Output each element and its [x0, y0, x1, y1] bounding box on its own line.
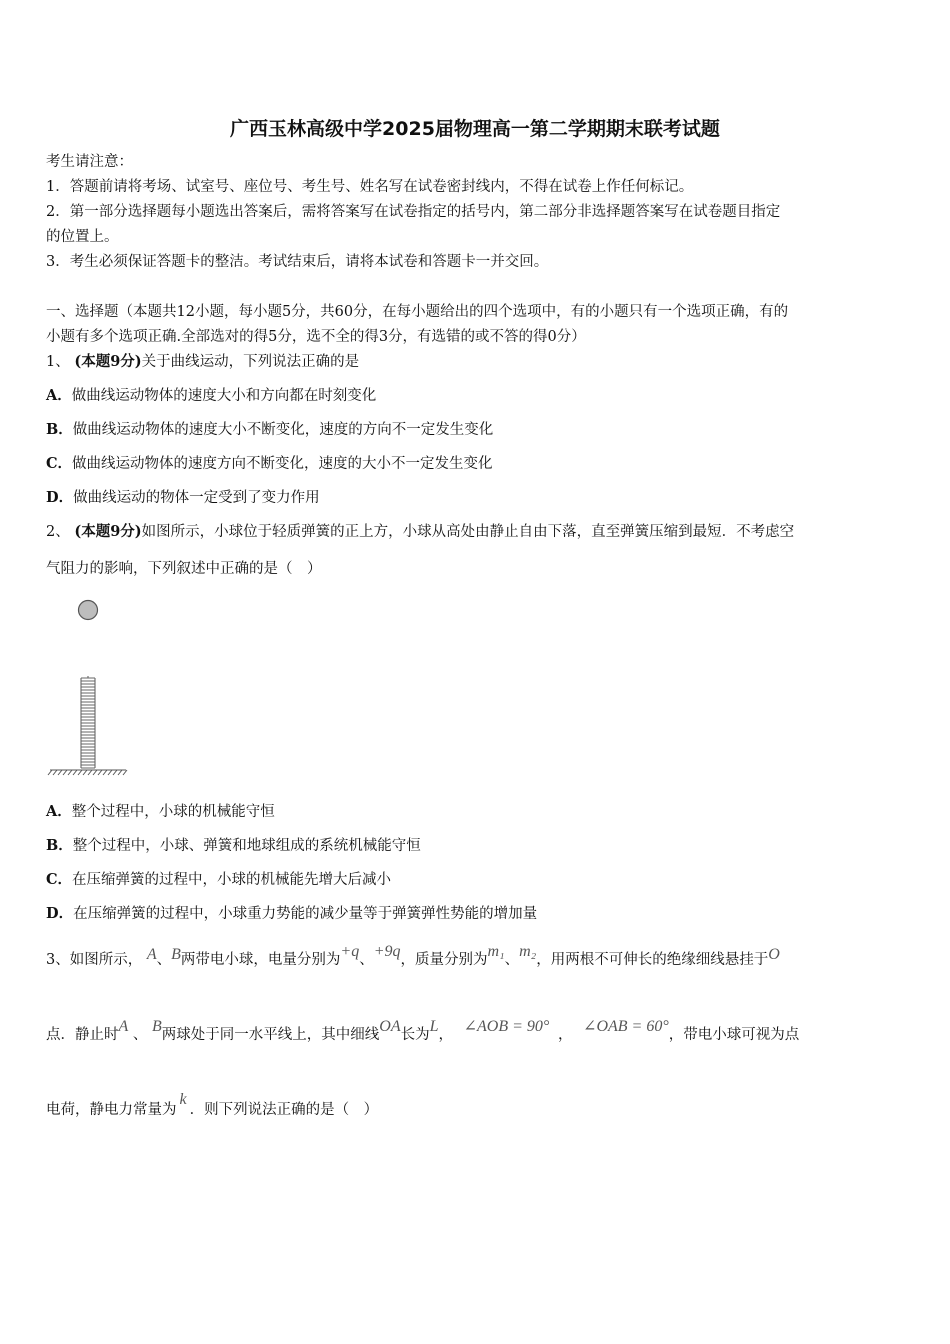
question-3-stem-line1 [46, 943, 780, 970]
option-label: D． [46, 489, 74, 506]
option-label: A． [46, 387, 72, 404]
question-text: 两球处于同一水平线上，其中细线 [161, 1027, 380, 1043]
separator: 、 [132, 1027, 148, 1043]
question-text: 电荷，静电力常量为 [46, 1102, 177, 1118]
option-text: 做曲线运动物体的速度大小不断变化，速度的方向不一定发生变化 [72, 422, 494, 438]
point-o: O [768, 946, 780, 963]
q2-option-a[interactable] [46, 802, 275, 822]
question-text: ．则下列说法正确的是（ ） [189, 1102, 379, 1118]
option-text: 整个过程中，小球、弹簧和地球组成的系统机械能守恒 [72, 838, 421, 854]
question-2-stem-line2: 气阻力的影响，下列叙述中正确的是（ ） [46, 561, 322, 577]
option-text: 做曲线运动的物体一定受到了变力作用 [73, 490, 320, 506]
q1-option-a[interactable] [46, 386, 376, 406]
option-label: C． [46, 455, 73, 472]
question-text: ，质量分别为 [400, 952, 488, 968]
question-text: 点．静止时 [46, 1027, 119, 1043]
q2-option-c[interactable] [46, 870, 391, 890]
option-label: B． [46, 421, 73, 438]
constant-k: k [179, 1091, 187, 1108]
option-text: 整个过程中，小球的机械能守恒 [71, 804, 275, 820]
ball-spring-figure [46, 590, 130, 780]
question-text: 3、如图所示， [46, 952, 143, 968]
q2-option-d[interactable] [46, 904, 537, 924]
q1-option-b[interactable] [46, 420, 493, 440]
q1-option-d[interactable] [46, 488, 320, 508]
question-2-stem-line1 [46, 522, 794, 542]
separator: ， [557, 1027, 573, 1043]
question-text: 关于曲线运动，下列说法正确的是 [141, 354, 360, 370]
option-text: 做曲线运动物体的速度大小和方向都在时刻变化 [71, 388, 377, 404]
var-a: A [118, 1018, 129, 1035]
question-score-tag: (本题9分) [74, 523, 142, 540]
mass-m1: m₁ [487, 943, 505, 960]
question-number: 1、 [46, 354, 70, 370]
q1-option-c[interactable] [46, 454, 493, 474]
notice-item-2: 2．第一部分选择题每小题选出答案后，需将答案写在试卷指定的括号内，第二部分非选择题答案写在试卷题目指定 [46, 204, 781, 220]
question-score-tag: (本题9分) [74, 353, 142, 370]
length-l: L [429, 1018, 439, 1035]
option-text: 在压缩弹簧的过程中，小球的机械能先增大后减小 [72, 872, 392, 888]
mass-m2: m₂ [519, 943, 537, 960]
notice-item-1: 1．答题前请将考场、试室号、座位号、考生号、姓名写在试卷密封线内，不得在试卷上作任何标记。 [46, 179, 694, 195]
angle-aob: ∠AOB = 90° [463, 1018, 550, 1035]
separator: 、 [504, 952, 520, 968]
separator: 、 [359, 952, 374, 968]
section-heading-line2: 小题有多个选项正确.全部选对的得5分，选不全的得3分，有选错的或不答的得0分） [46, 329, 586, 345]
question-text: ，带电小球可视为点 [668, 1027, 800, 1043]
question-3-stem-line3 [46, 1091, 379, 1120]
var-b: B [171, 946, 181, 963]
page-title: 广西玉林高级中学2025届物理高一第二学期期末联考试题 [230, 118, 720, 140]
section-heading-line1: 一、选择题（本题共12小题，每小题5分，共60分，在每小题给出的四个选项中，有的小题只有一个选项正确，有的 [46, 304, 789, 320]
option-label: C． [46, 871, 73, 888]
angle-oab: ∠OAB = 60° [583, 1018, 669, 1035]
question-text: 如图所示，小球位于轻质弹簧的正上方，小球从高处由静止自由下落，直至弹簧压缩到最短．不考虑空 [141, 524, 795, 540]
notice-item-2-cont: 的位置上。 [46, 229, 119, 245]
charge-9q: +9q [373, 943, 401, 960]
charge-q: +q [340, 943, 360, 960]
question-1-stem [46, 352, 359, 372]
option-label: D． [46, 905, 74, 922]
ball-icon [79, 601, 98, 620]
separator: ， [438, 1027, 454, 1043]
segment-oa: OA [379, 1018, 401, 1035]
separator: 、 [156, 952, 172, 968]
question-text: ，用两根不可伸长的绝缘细线悬挂于 [536, 952, 769, 968]
ball-spring-diagram [46, 590, 130, 780]
ground-icon [48, 770, 127, 775]
option-label: B． [46, 837, 73, 854]
option-text: 做曲线运动物体的速度方向不断变化，速度的大小不一定发生变化 [72, 456, 493, 472]
notice-item-3: 3．考生必须保证答题卡的整洁。考试结束后，请将本试卷和答题卡一并交回。 [46, 254, 549, 270]
option-label: A． [46, 803, 72, 820]
spring-icon [81, 676, 95, 768]
question-text: 长为 [400, 1027, 430, 1043]
var-b: B [152, 1018, 162, 1035]
question-text: 两带电小球，电量分别为 [180, 952, 341, 968]
var-a: A [146, 946, 157, 963]
notice-heading: 考生请注意： [46, 154, 133, 170]
option-text: 在压缩弹簧的过程中，小球重力势能的减少量等于弹簧弹性势能的增加量 [73, 906, 538, 922]
question-number: 2、 [46, 524, 70, 540]
question-3-stem-line2 [46, 1018, 800, 1045]
q2-option-b[interactable] [46, 836, 421, 856]
